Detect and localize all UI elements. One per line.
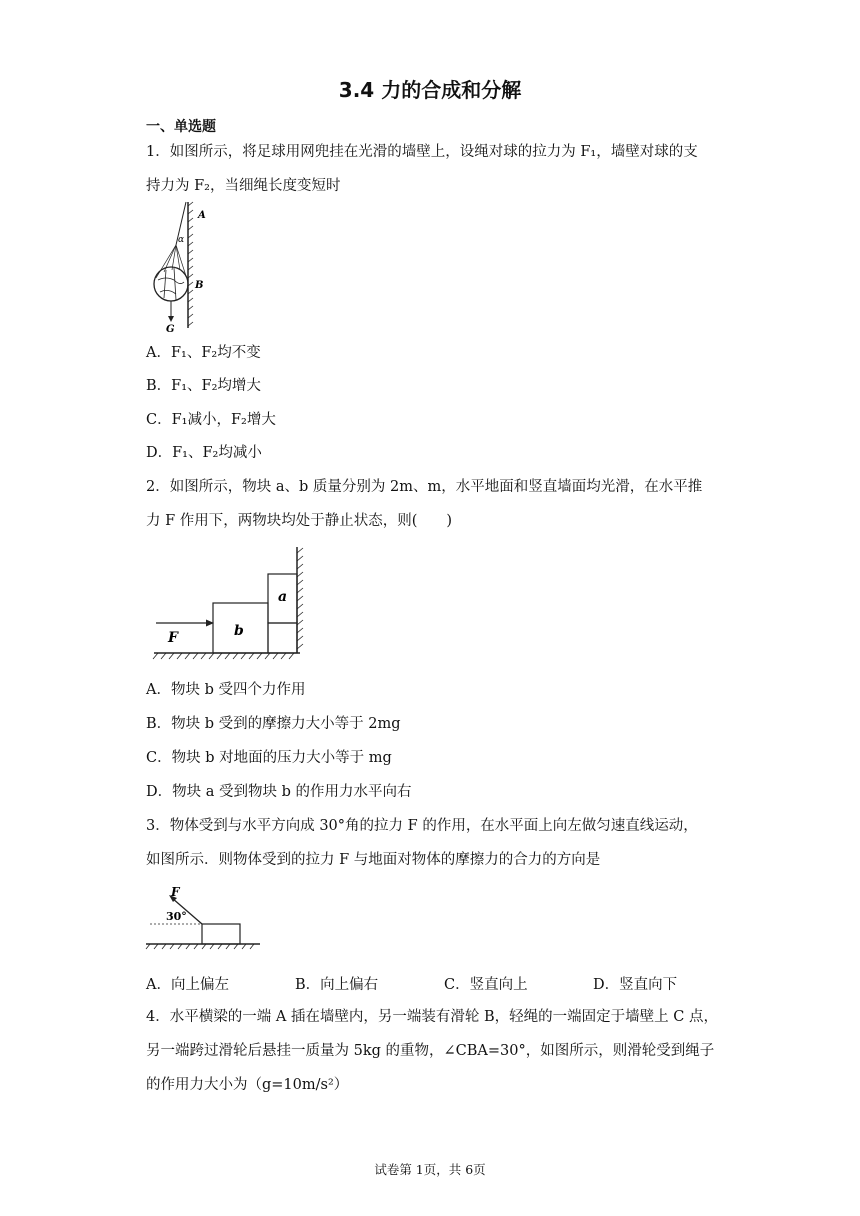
- q1-option-c: C．F₁减小，F₂增大: [146, 412, 276, 428]
- q3-label-angle: 30°: [166, 910, 187, 923]
- q1-label-g: G: [166, 324, 175, 335]
- q4-line-3: 的作用力大小为（g=10m/s²）: [146, 1077, 349, 1093]
- q1-option-b: B．F₁、F₂均增大: [146, 378, 261, 394]
- q2-option-b: B．物块 b 受到的摩擦力大小等于 2mg: [146, 716, 401, 732]
- q2-figure: [150, 545, 315, 663]
- q1-option-a: A．F₁、F₂均不变: [146, 345, 261, 361]
- q1-line-1: 1．如图所示，将足球用网兜挂在光滑的墙壁上，设绳对球的拉力为 F₁，墙壁对球的支: [146, 144, 698, 160]
- q3-option-a: A．向上偏左: [146, 977, 229, 993]
- q4-line-1: 4．水平横梁的一端 A 插在墙壁内，另一端装有滑轮 B，轻绳的一端固定于墙壁上 C 点，: [146, 1009, 718, 1025]
- q4-line-2: 另一端跨过滑轮后悬挂一质量为 5kg 的重物，∠CBA=30°，如图所示，则滑轮受到绳子: [146, 1043, 715, 1059]
- q3-line-2: 如图所示．则物体受到的拉力 F 与地面对物体的摩擦力的合力的方向是: [146, 852, 601, 868]
- q1-option-d: D．F₁、F₂均减小: [146, 445, 262, 461]
- q2-line-1: 2．如图所示，物块 a、b 质量分别为 2m、m，水平地面和竖直墙面均光滑，在水平推: [146, 479, 703, 495]
- q3-figure: [144, 882, 264, 952]
- q1-line-2: 持力为 F₂，当细绳长度变短时: [146, 178, 341, 194]
- q3-option-b: B．向上偏右: [295, 977, 379, 993]
- q1-label-b: B: [195, 280, 204, 291]
- q2-label-a: a: [278, 589, 288, 605]
- q3-option-c: C．竖直向上: [444, 977, 528, 993]
- q2-option-c: C．物块 b 对地面的压力大小等于 mg: [146, 750, 392, 766]
- page-footer: 试卷第 1页，共 6页: [374, 1162, 486, 1177]
- q2-label-f: F: [168, 630, 178, 646]
- q2-option-a: A．物块 b 受四个力作用: [146, 682, 306, 698]
- q1-label-a: A: [198, 210, 206, 221]
- q3-label-f: F: [171, 885, 180, 899]
- q3-option-d: D．竖直向下: [593, 977, 678, 993]
- q2-label-b: b: [234, 623, 244, 639]
- q2-line-2: 力 F 作用下，两物块均处于静止状态，则( ): [146, 513, 453, 529]
- q1-figure: [140, 200, 220, 335]
- page-title: 3.4 力的合成和分解: [338, 78, 522, 102]
- q3-line-1: 3．物体受到与水平方向成 30°角的拉力 F 的作用，在水平面上向左做匀速直线运动，: [146, 818, 698, 834]
- section-heading: 一、单选题: [146, 119, 216, 135]
- q2-option-d: D．物块 a 受到物块 b 的作用力水平向右: [146, 784, 412, 800]
- q1-label-alpha: α: [178, 235, 185, 245]
